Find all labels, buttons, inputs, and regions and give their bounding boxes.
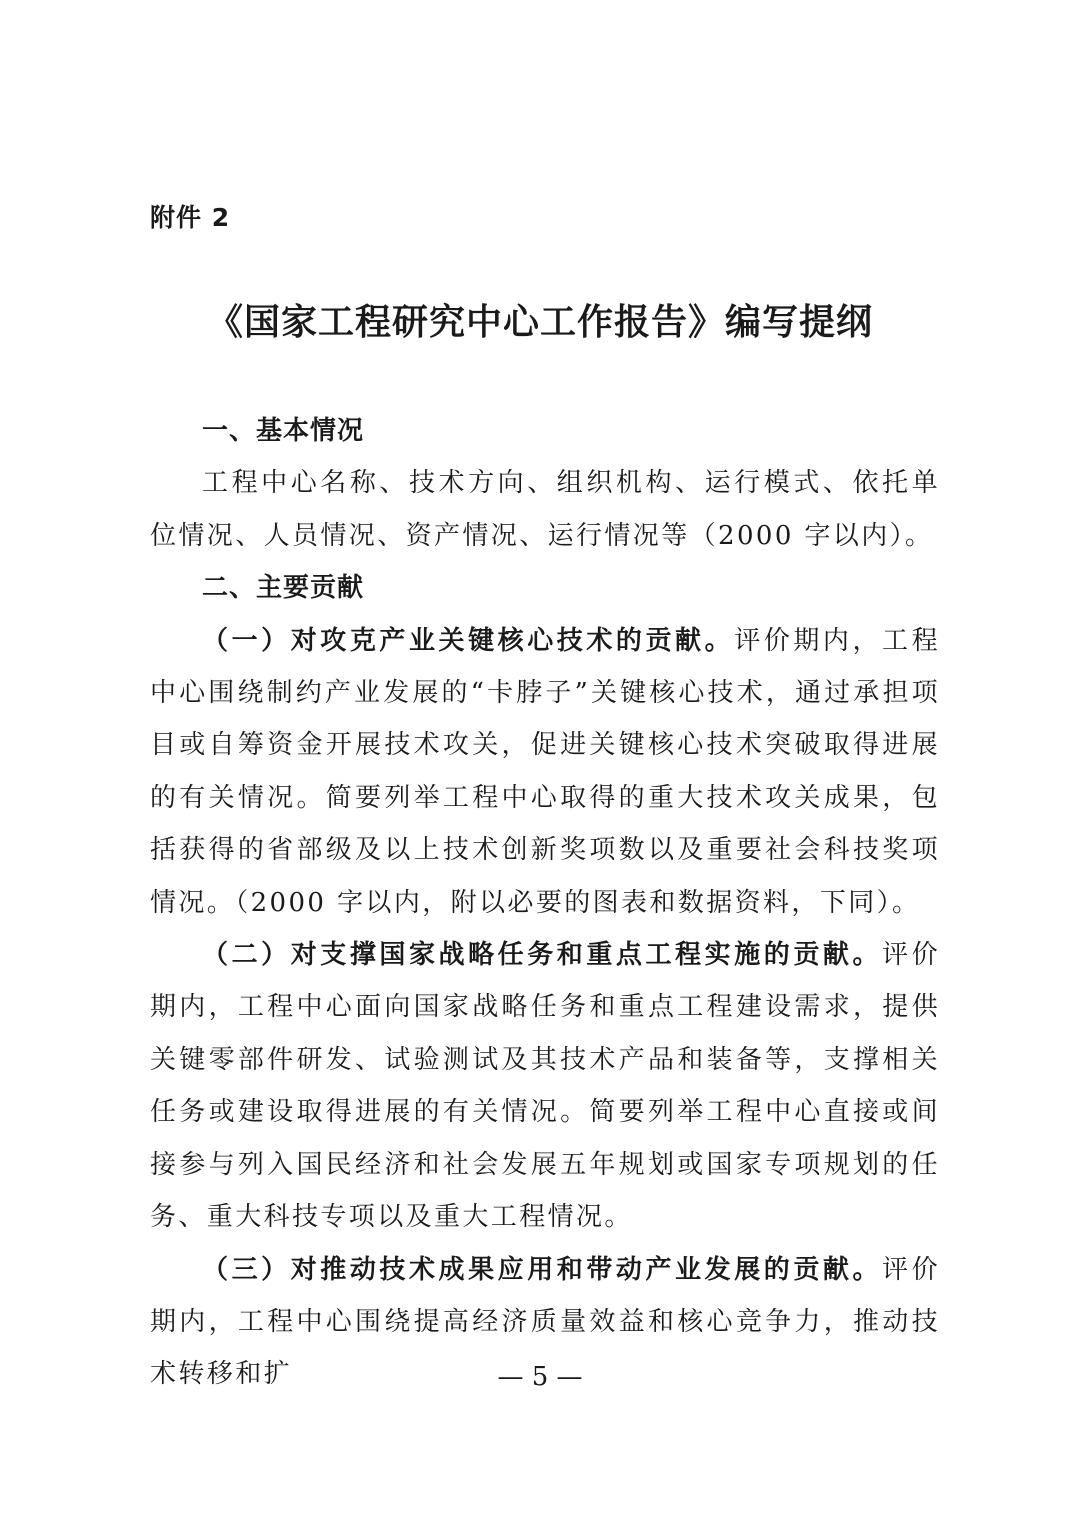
page-number: — 5 —: [497, 1362, 583, 1392]
paragraph-lead: （二）对支撑国家战略任务和重点工程实施的贡献。: [202, 940, 883, 971]
paragraph-contrib-2: [150, 929, 940, 1243]
paragraph-text: 评价期内，工程中心面向国家战略任务和重点工程建设需求，提供关键零部件研发、试验测试及其技术产品和装备等，支撑相关任务或建设取得进展的有关情况。简要列举工程中心直接或间接参与列入国民经济和社会发展五年规划或国家专项规划的任务、重大科技专项以及重大工程情况。: [150, 940, 940, 1233]
section-heading-contrib: 二、主要贡献: [202, 573, 365, 604]
paragraph-contrib-1: [150, 615, 940, 929]
paragraph-lead: （一）对攻克产业关键核心技术的贡献。: [202, 625, 735, 656]
section-heading-basic: 一、基本情况: [202, 416, 365, 446]
document-body: [150, 405, 940, 1401]
document-title: 《国家工程研究中心工作报告》编写提纲: [206, 301, 873, 343]
attachment-label: 附件 2: [150, 203, 231, 232]
paragraph-basic: 工程中心名称、技术方向、组织机构、运行模式、依托单位情况、人员情况、资产情况、运行情况等（2000 字以内）。: [150, 468, 940, 551]
paragraph-text: 评价期内，工程中心围绕制约产业发展的“卡脖子”关键核心技术，通过承担项目或自筹资金开展技术攻关，促进关键核心技术突破取得进展的有关情况。简要列举工程中心取得的重大技术攻关成果，包括获得的省部级及以上技术创新奖项数以及重要社会科技奖项情况。（2000 字以内，附以必要的图表和数据资料，下同）。: [150, 625, 940, 918]
paragraph-text: 评价期内，工程中心围绕提高经济质量效益和核心竞争力，推动技术转移和扩: [150, 1254, 940, 1390]
paragraph-lead: （三）对推动技术成果应用和带动产业发展的贡献。: [202, 1254, 883, 1285]
